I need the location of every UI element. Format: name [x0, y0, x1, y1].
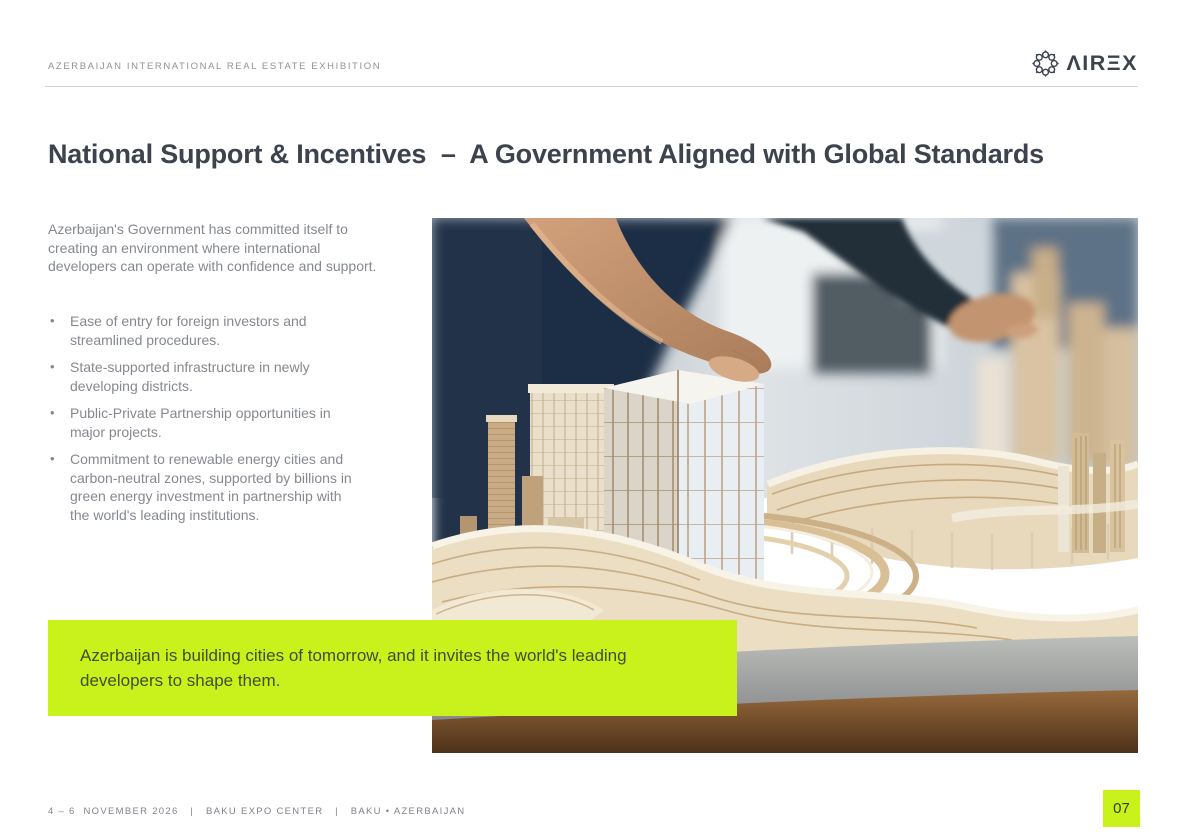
bullet-item: • Ease of entry for foreign investors and streamlined procedures.: [48, 312, 360, 349]
bullet-item: • Commitment to renewable energy cities and carbon-neutral zones, supported by billions in green energy investment in partnership with the world's leading institutions.: [48, 450, 360, 524]
bullet-item: • Public-Private Partnership opportunities in major projects.: [48, 404, 360, 441]
bullet-list: [48, 312, 360, 533]
slide-title: National Support & Incentives – A Government Aligned with Global Standards: [48, 139, 1044, 169]
intro-paragraph: Azerbaijan's Government has committed itself to creating an environment where international developers can operate with confidence and support.: [48, 221, 377, 274]
page-number-badge: 07: [1103, 790, 1140, 827]
header-eyebrow: AZERBAIJAN INTERNATIONAL REAL ESTATE EXHIBITION: [48, 61, 382, 72]
header-divider: [45, 86, 1138, 87]
brand-logo-text: ΛIRΞX: [1066, 51, 1138, 75]
rosette-icon: [1032, 50, 1059, 77]
bullet-item: • State-supported infrastructure in newly developing districts.: [48, 358, 360, 395]
highlight-callout-text: Azerbaijan is building cities of tomorrow, and it invites the world's leading developers to shape them.: [80, 646, 627, 690]
footer-text: 4 – 6 NOVEMBER 2026 | BAKU EXPO CENTER | BAKU • AZERBAIJAN: [48, 806, 466, 817]
brand-logo: [1032, 50, 1138, 77]
highlight-callout: [48, 620, 737, 716]
